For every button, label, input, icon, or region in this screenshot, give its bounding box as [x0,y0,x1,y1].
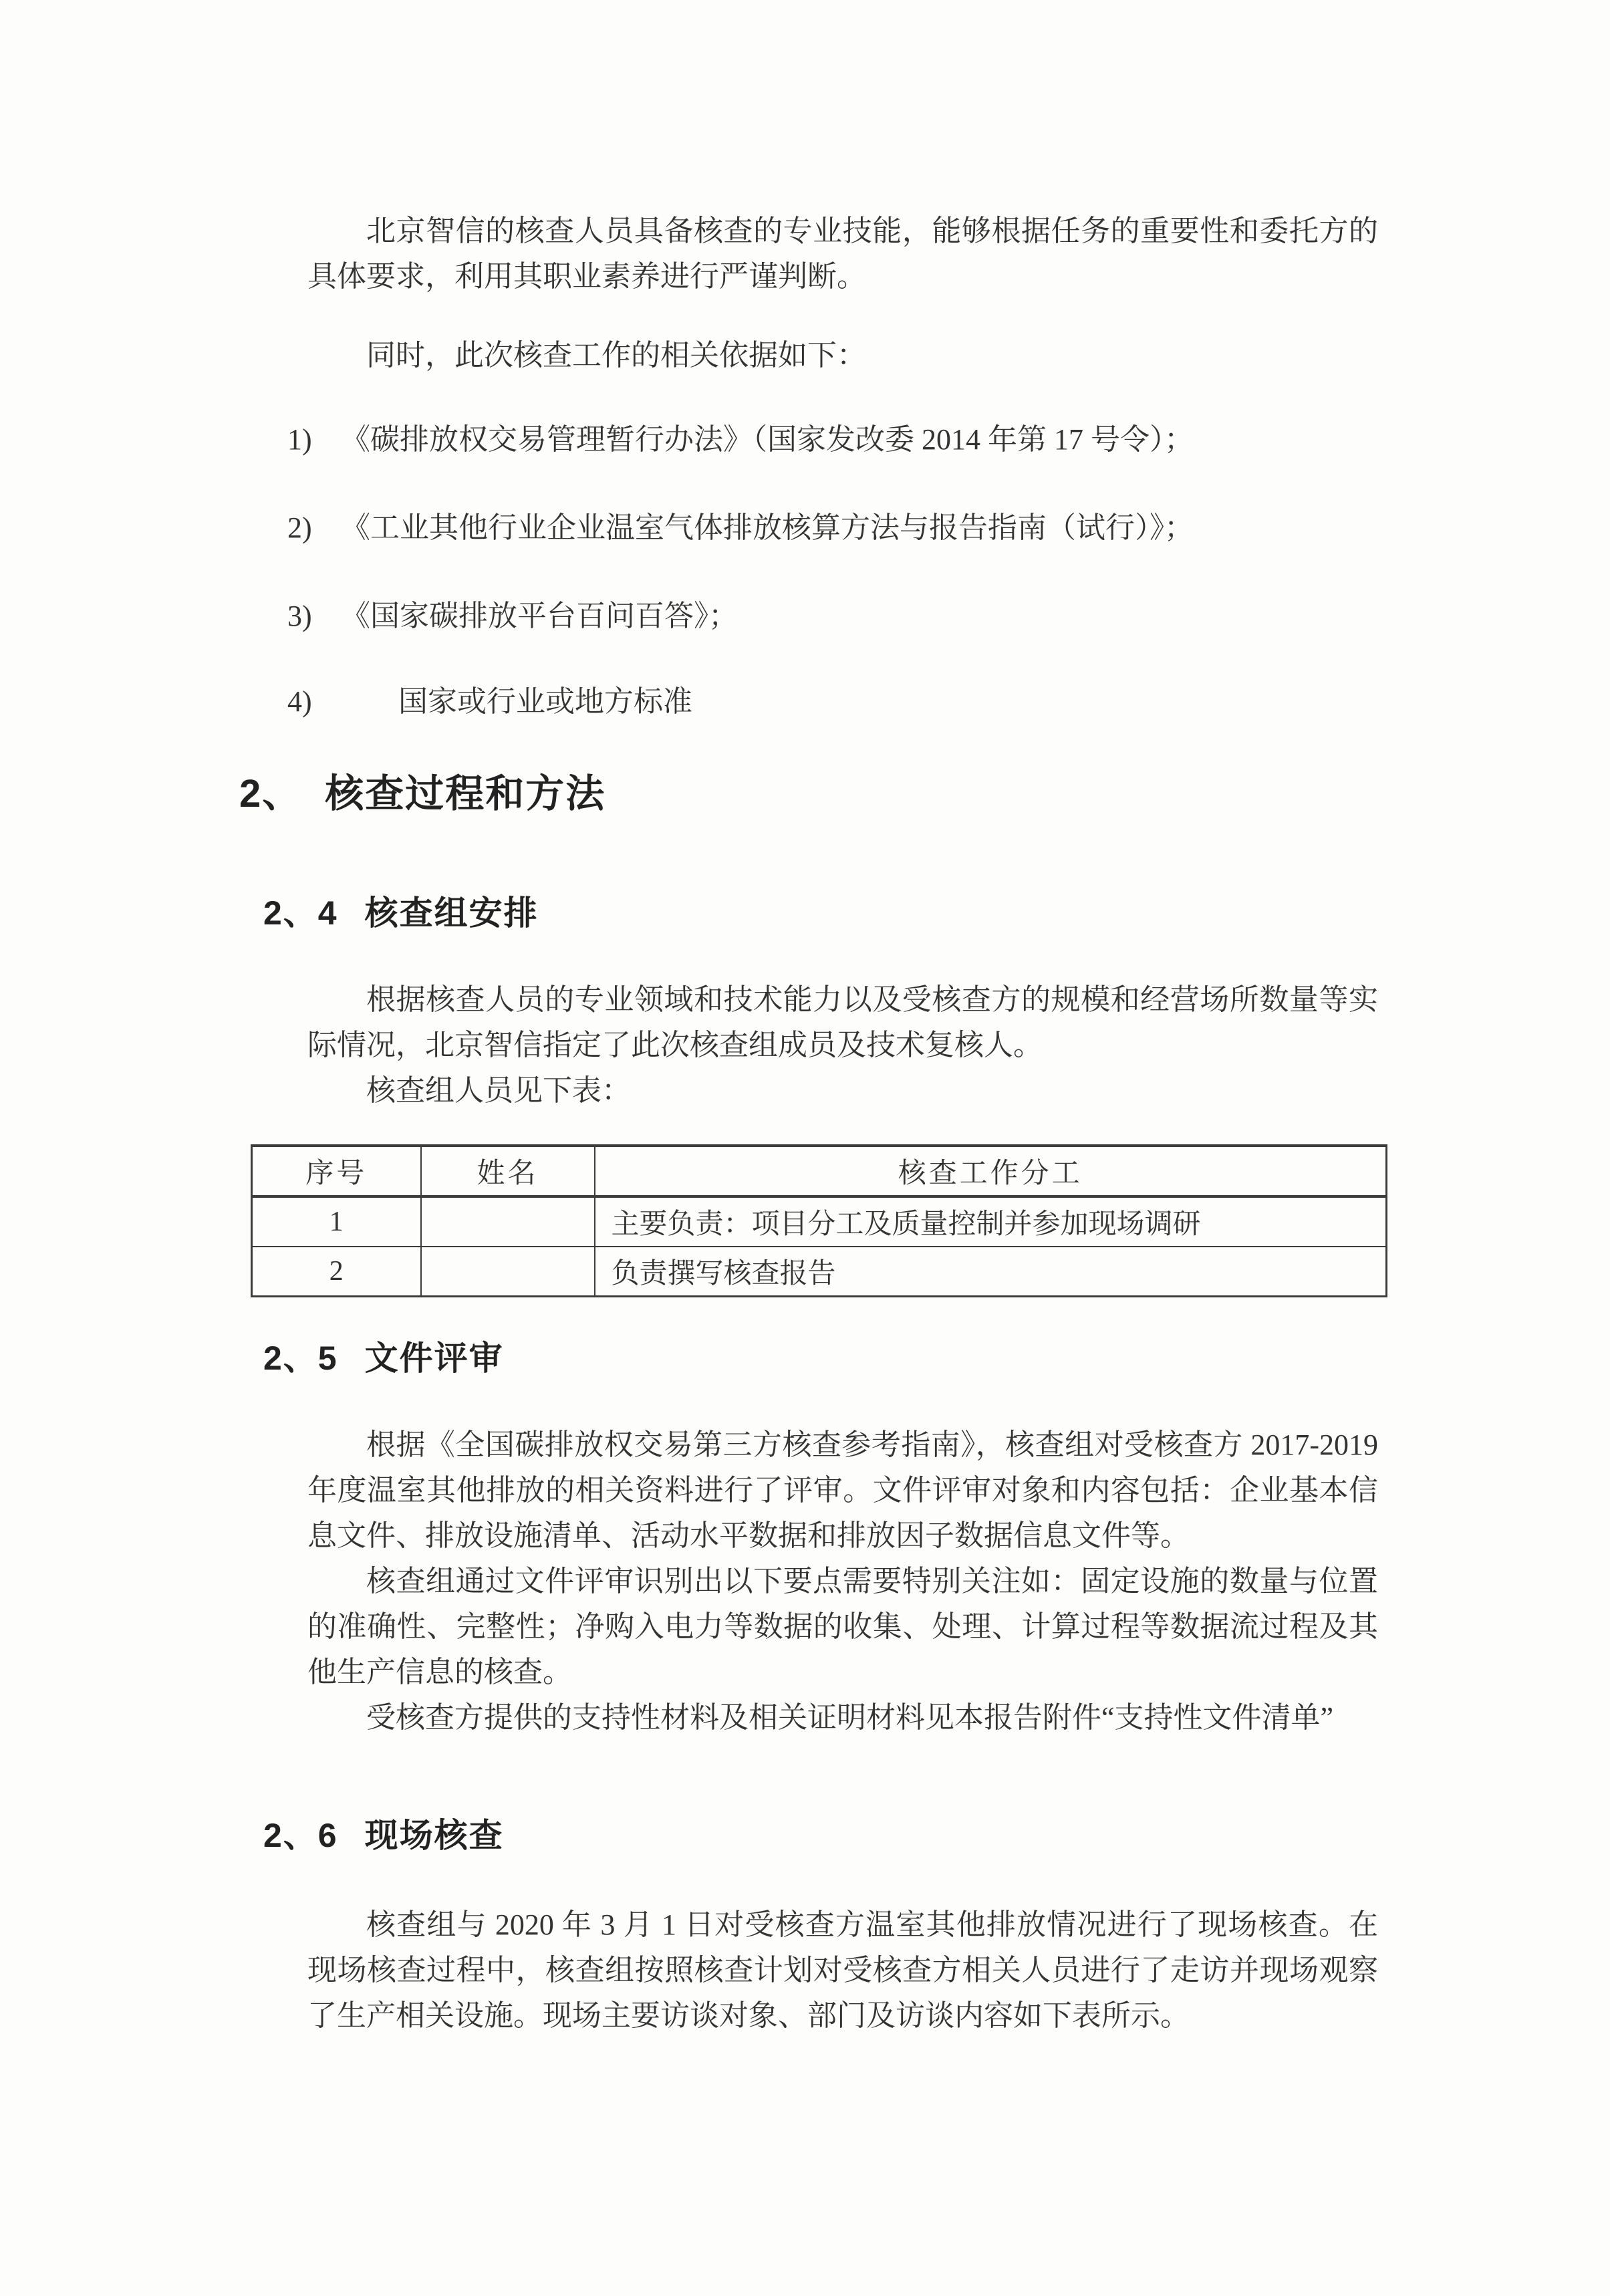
list-item [287,417,1387,463]
cell-no: 2 [252,1247,421,1297]
section-2-5-body [307,1422,1378,1741]
list-item-text: 国家或行业或地方标准 [398,685,692,718]
table-row [252,1247,1387,1297]
verification-team-table [251,1144,1387,1297]
table-header-name: 姓名 [421,1146,595,1196]
section-2-6-title: 现场核查 [364,1817,504,1854]
cell-name [421,1247,595,1297]
section-2-5-paragraph-1: 根据《全国碳排放权交易第三方核查参考指南》，核查组对受核查方 2017-2019 年度温室其他排放的相关资料进行了评审。文件评审对象和内容包括：企业基本信息文件、排放设施清单、活动水平数据和排放因子数据信息文件等。 [307,1428,1378,1552]
section-2-4-title: 核查组安排 [364,894,539,932]
section-2-6-number: 2、6 [263,1817,338,1854]
table-header-row [252,1146,1387,1196]
section-2-6-paragraph: 核查组与 2020 年 3 月 1 日对受核查方温室其他排放情况进行了现场核查。在现场核查过程中，核查组按照核查计划对受核查方相关人员进行了走访并现场观察了生产相关设施。现场主要访谈对象、部门及访谈内容如下表所示。 [307,1908,1378,2032]
section-2-4-heading [263,886,539,934]
list-item-number: 3) [287,600,312,632]
section-2-5-paragraph-2: 核查组通过文件评审识别出以下要点需要特别关注如：固定设施的数量与位置的准确性、完整性；净购入电力等数据的收集、处理、计算过程等数据流过程及其他生产信息的核查。 [307,1565,1378,1688]
cell-duty: 主要负责：项目分工及质量控制并参加现场调研 [595,1196,1387,1247]
list-item [287,505,1387,551]
cell-duty: 负责撰写核查报告 [595,1247,1387,1297]
list-item-text: 《国家碳排放平台百问百答》； [341,600,738,632]
section-2-5-number: 2、5 [263,1340,338,1377]
section-2-4-number: 2、4 [263,894,338,932]
list-item-number: 1) [287,423,312,456]
intro-paragraph: 北京智信的核查人员具备核查的专业技能，能够根据任务的重要性和委托方的具体要求，利用其职业素养进行严谨判断。 [307,215,1378,293]
section-2-5-title: 文件评审 [364,1340,504,1377]
list-item-number: 4) [287,685,312,718]
list-item [287,679,1387,725]
table-header-duty: 核查工作分工 [595,1146,1387,1196]
table-row [252,1196,1387,1247]
team-table-lead: 核查组人员见下表： [366,1074,631,1107]
section-2-5-paragraph-3: 受核查方提供的支持性材料及相关证明材料见本报告附件“支持性文件清单” [366,1701,1334,1734]
section-2-number: 2、 [239,772,303,815]
section-2-6-heading [263,1809,504,1857]
section-2-heading [239,762,606,818]
basis-lead-text: 同时，此次核查工作的相关依据如下： [366,339,866,372]
section-2-6-body [307,1902,1378,2039]
section-2-4-body [307,977,1378,1114]
basis-lead-block [307,333,1378,378]
intro-paragraph-block [307,209,1378,299]
cell-name [421,1196,595,1247]
list-item-text: 《工业其他行业企业温室气体排放核算方法与报告指南（试行）》； [341,511,1194,544]
list-item-text: 《碳排放权交易管理暂行办法》（国家发改委 2014 年第 17 号令）； [341,423,1194,456]
cell-no: 1 [252,1196,421,1247]
table-header-no: 序号 [252,1146,421,1196]
section-2-title: 核查过程和方法 [325,772,606,815]
section-2-4-paragraph: 根据核查人员的专业领域和技术能力以及受核查方的规模和经营场所数量等实际情况，北京智信指定了此次核查组成员及技术复核人。 [307,983,1378,1061]
list-item-number: 2) [287,511,312,544]
list-item [287,594,1387,639]
section-2-5-heading [263,1331,504,1380]
